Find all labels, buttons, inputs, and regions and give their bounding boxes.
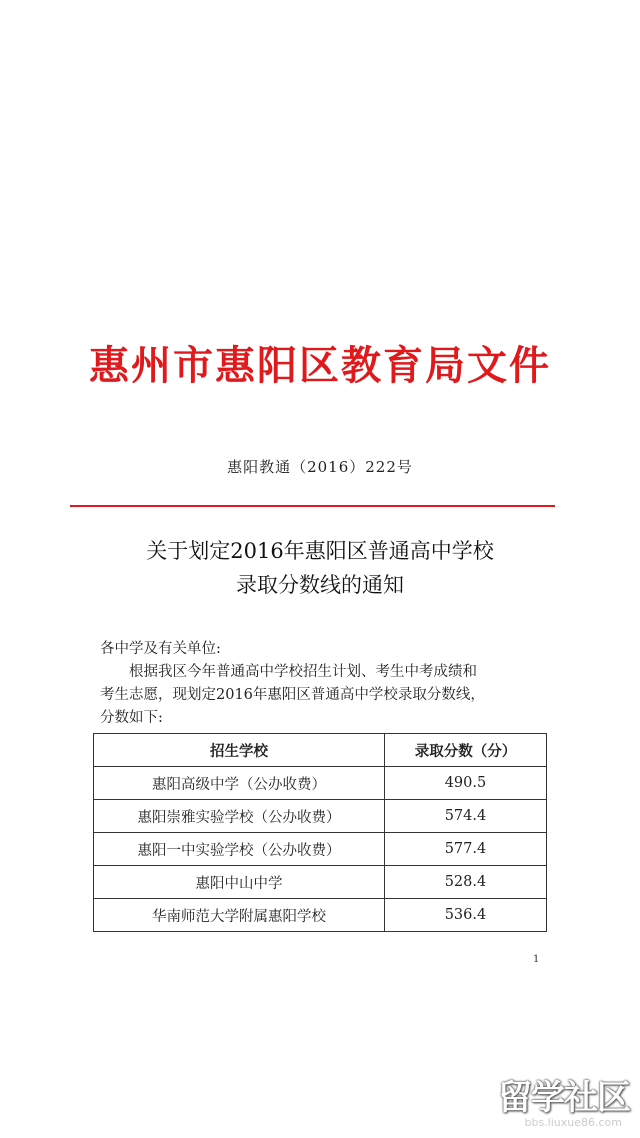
column-header-school: 招生学校 [94, 734, 385, 767]
notice-title-line-2: 录取分数线的通知 [236, 573, 404, 597]
site-watermark [478, 1078, 638, 1134]
table-header-row [94, 734, 547, 767]
table-row [94, 800, 547, 833]
score-cell: 528.4 [384, 866, 546, 899]
school-name-cell: 华南师范大学附属惠阳学校 [94, 899, 385, 932]
agency-header-title: 惠州市惠阳区教育局文件 [89, 343, 551, 389]
table-row [94, 833, 547, 866]
body-paragraph-line-2: 考生志愿，现划定2016年惠阳区普通高中学校录取分数线， [100, 687, 485, 703]
school-name-cell: 惠阳一中实验学校（公办收费） [94, 833, 385, 866]
notice-title [0, 534, 640, 602]
body-paragraph-line-1: 根据我区今年普通高中学校招生计划、考生中考成绩和 [129, 664, 477, 680]
score-cell: 574.4 [384, 800, 546, 833]
page-number: 1 [533, 954, 540, 965]
notice-body [100, 638, 560, 730]
score-cell: 536.4 [384, 899, 546, 932]
salutation: 各中学及有关单位: [100, 641, 221, 657]
watermark-url: bbs.liuxue86.com [524, 1116, 622, 1129]
admission-score-table [93, 733, 547, 932]
watermark-logo: 留学社区 [498, 1078, 630, 1118]
document-number: 惠阳教通（2016）222号 [227, 458, 413, 476]
table-row [94, 899, 547, 932]
score-cell: 490.5 [384, 767, 546, 800]
table-row [94, 866, 547, 899]
notice-title-line-1: 关于划定2016年惠阳区普通高中学校 [146, 539, 494, 563]
table-row [94, 767, 547, 800]
body-paragraph-line-3: 分数如下: [100, 710, 163, 726]
score-cell: 577.4 [384, 833, 546, 866]
school-name-cell: 惠阳崇雅实验学校（公办收费） [94, 800, 385, 833]
school-name-cell: 惠阳高级中学（公办收费） [94, 767, 385, 800]
column-header-score: 录取分数（分） [384, 734, 546, 767]
red-divider [70, 505, 555, 507]
school-name-cell: 惠阳中山中学 [94, 866, 385, 899]
